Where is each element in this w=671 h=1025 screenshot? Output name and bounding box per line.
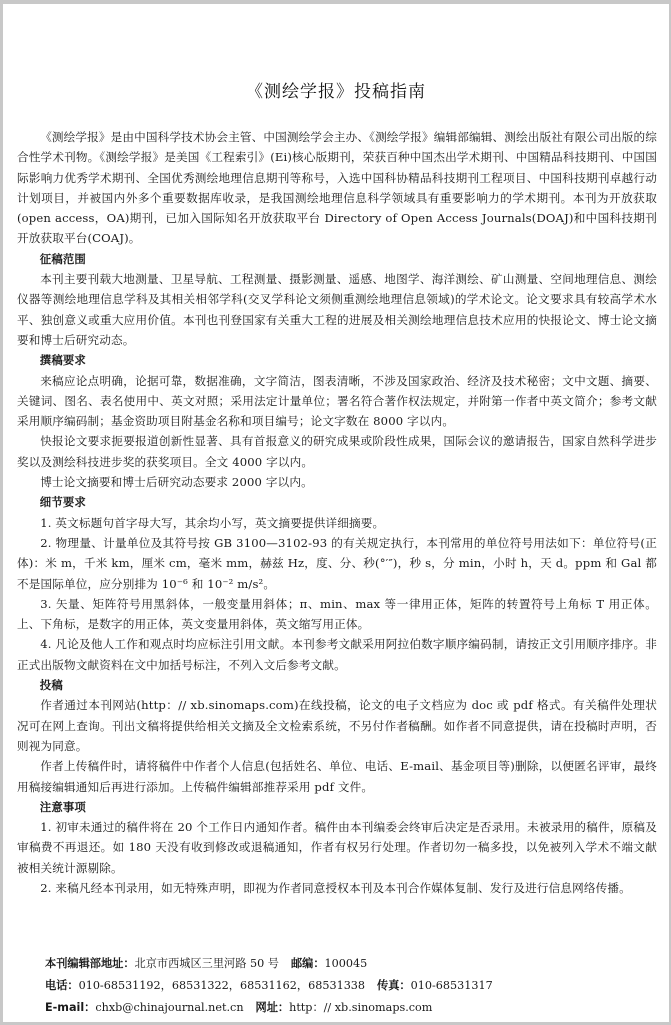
section-scope [17,249,657,350]
section-paragraph: 博士论文摘要和博士后研究动态要求 2000 字以内。 [40,475,313,490]
postcode-value: 100045 [324,957,368,970]
section-detail-requirements [17,492,657,675]
document-page [3,4,669,1022]
page-title: 《测绘学报》投稿指南 [246,82,426,102]
section-notes [17,797,657,898]
section-paragraph: 2. 物理量、计量单位及其符号按 GB 3100—3102-93 的有关规定执行，本刊常用的单位符号用法如下：单位符号(正体)：米 m，千米 km，厘米 cm，毫米 mm，赫兹 Hz，度、分、秒(°′″)，秒 s，分 min，小时 h，天 d。ppm 和 Gal 都不是国际单位，应分别排为 10⁻⁶ 和 10⁻² m/s²。 [17,535,657,591]
email-link[interactable]: chxb@chinajournal.net.cn [95,1001,244,1014]
document-body [17,127,657,898]
section-paragraph: 快报论文要求扼要报道创新性显著、具有首报意义的研究成果或阶段性成果，国际会议的邀请报告，国家自然科学进步奖以及测绘科技进步奖的获奖项目。全文 4000 字以内。 [17,434,657,469]
email-line [45,997,493,1019]
address-line [45,953,493,975]
contact-block [45,953,493,1019]
phone-label: 电话： [45,979,79,992]
website-link[interactable]: http：// xb.sinomaps.com [289,1001,433,1014]
address-value: 北京市西城区三里河路 50 号 [134,957,279,970]
section-heading: 撰稿要求 [39,353,86,368]
fax-label: 传真： [377,979,411,992]
phone-value: 010-68531192，68531322，68531162，68531338 [78,979,366,992]
section-paragraph: 3. 矢量、矩阵符号用黑斜体，一般变量用斜体；π、min、max 等一律用正体，矩阵的转置符号上角标 T 用正体。上、下角标，是数字的用正体，英文变量用斜体，英文缩写用正体。 [17,596,657,632]
section-paragraph: 来稿应论点明确，论据可靠，数据准确，文字简洁，图表清晰，不涉及国家政治、经济及技术秘密；文中文题、摘要、关键词、图名、表名使用中、英文对照；采用法定计量单位；署名符合著作权法规定，并附第一作者中英文简介；参考文献采用顺序编码制；基金资助项目附基金名称和项目编号；论文字数在 8000 字以内。 [17,373,657,429]
section-paragraph: 1. 初审未通过的稿件将在 20 个工作日内通知作者。稿件由本刊编委会终审后决定是否录用。未被录用的稿件，原稿及审稿费不再退还。如 180 天没有收到修改或退稿通知，作者有权另行处理。作者切勿一稿多投，以免被列入学术不端文献被相关统计源剔除。 [17,820,657,875]
section-heading: 征稿范围 [39,251,86,266]
section-writing-requirements [17,350,657,492]
section-paragraph: 2. 来稿凡经本刊录用，如无特殊声明，即视为作者同意授权本刊及本刊合作媒体复制、发行及进行信息网络传播。 [40,880,631,895]
intro-paragraph: 《测绘学报》是由中国科学技术协会主管、中国测绘学会主办、《测绘学报》编辑部编辑、测绘出版社有限公司出版的综合性学术刊物。《测绘学报》是美国《工程索引》(Ei)核心版期刊，荣获百种中国杰出学术期刊、中国精品科技期刊、中国国际影响力优秀学术期刊、全国优秀测绘地理信息期刊等称号，入选中国科协精品科技期刊工程项目、中国科技期刊卓越行动计划项目，并被国内外多个重要数据库收录，是我国测绘地理信息科学领域具有重要影响力的学术期刊。本刊为开放获取(open access，OA)期刊，已加入国际知名开放获取平台 Directory of Open Access Journals(DOAJ)和中国科技期刊开放获取平台(COAJ)。 [17,130,657,246]
section-paragraph: 4. 凡论及他人工作和观点时均应标注引用文献。本刊参考文献采用阿拉伯数字顺序编码制，请按正文引用顺序排序。非正式出版物文献资料在文中加括号标注，不列入文后参考文献。 [17,637,657,672]
address-label: 本刊编辑部地址： [45,957,135,970]
section-submission [17,675,657,797]
section-heading: 注意事项 [39,799,86,814]
email-label: E-mail： [45,1001,96,1014]
section-paragraph: 本刊主要刊载大地测量、卫星导航、工程测量、摄影测量、遥感、地图学、海洋测绘、矿山测量、空间地理信息、测绘仪器等测绘地理信息学科及其相关相邻学科(交叉学科论文须侧重测绘地理信息领域)的学术论文。论文要求具有较高学术水平、独创意义或重大应用价值。本刊也刊登国家有关重大工程的进展及相关测绘地理信息技术应用的快报论文、博士论文摘要和博士后研究动态。 [17,272,657,347]
section-paragraph: 1. 英文标题句首字母大写，其余均小写，英文摘要提供详细摘要。 [40,515,385,530]
section-heading: 细节要求 [39,495,86,510]
postcode-label: 邮编： [290,957,325,970]
section-paragraph: 作者上传稿件时，请将稿件中作者个人信息(包括姓名、单位、电话、E-mail、基金项目等)删除，以便匿名评审，最终用稿接编辑通知后再进行添加。上传稿件编辑部推荐采用 pdf 文件。 [17,759,657,794]
fax-value: 010-68531317 [410,979,493,992]
website-label: 网址： [255,1001,290,1014]
phone-line [45,975,493,997]
section-heading: 投稿 [39,678,63,693]
section-paragraph: 作者通过本刊网站(http：// xb.sinomaps.com)在线投稿，论文的电子文档应为 doc 或 pdf 格式。有关稿件处理状况可在网上查询。刊出文稿将提供给相关文摘及全文检索系统，不另付作者稿酬。如作者不同意提供，请在投稿时声明，否则视为同意。 [17,698,657,753]
